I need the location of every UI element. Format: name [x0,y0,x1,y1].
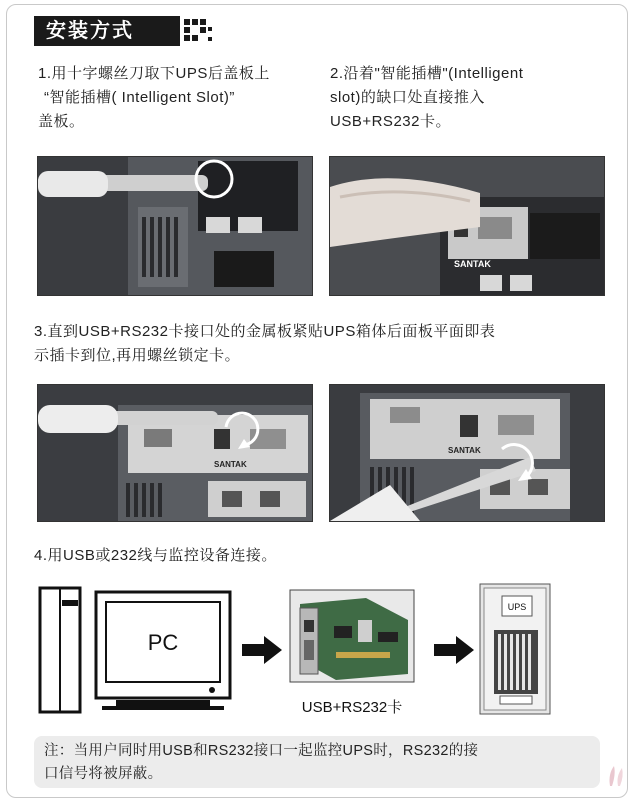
ups-label: UPS [507,602,527,612]
step-4-text [34,544,614,568]
step-2-text [330,62,610,134]
step-3-line-2: 示插卡到位,再用螺丝锁定卡。 [34,347,241,364]
pc-tower-icon [40,588,80,712]
watermark-logo-icon [604,760,630,790]
note-line-2: 口信号将被屏蔽。 [44,766,163,782]
pc-label: PC [147,630,179,655]
step-1-line-2: “智能插槽( Intelligent Slot)” [44,89,235,106]
step-4-line-1: 4.用USB或232线与监控设备连接。 [34,547,277,564]
step-1-line-3: 盖板。 [38,113,85,130]
step-1-line-1: 1.用十字螺丝刀取下UPS后盖板上 [38,65,270,82]
step-3-text [34,320,614,368]
photo-4-brand: SANTAK [448,446,481,455]
photo-remove-cover [37,156,313,296]
photo-press-panel [37,384,313,522]
photo-2-brand: SANTAK [454,259,491,269]
arrow-right-icon [434,636,474,664]
step-3-line-1: 3.直到USB+RS232卡接口处的金属板紧贴UPS箱体后面板平面即表 [34,323,496,340]
photo-screw-lock [329,384,605,522]
note-box [34,736,600,788]
photo-insert-card [329,156,605,296]
step-2-line-1: 2.沿着"智能插槽"(Intelligent [330,65,524,82]
note-line-1: 注：当用户同时用USB和RS232接口一起监控UPS时，RS232的接 [44,743,479,759]
step-1-text [38,62,328,134]
title-decoration-icon [182,16,216,46]
usb-rs232-card-image [290,590,414,682]
photo-3-brand: SANTAK [214,460,247,469]
card-caption: USB+RS232卡 [301,699,403,716]
step-2-line-3: USB+RS232卡。 [330,113,451,130]
step-2-line-2: slot)的缺口处直接推入 [330,89,485,106]
section-title: 安装方式 [34,16,180,46]
connection-diagram [36,580,606,720]
arrow-right-icon [242,636,282,664]
